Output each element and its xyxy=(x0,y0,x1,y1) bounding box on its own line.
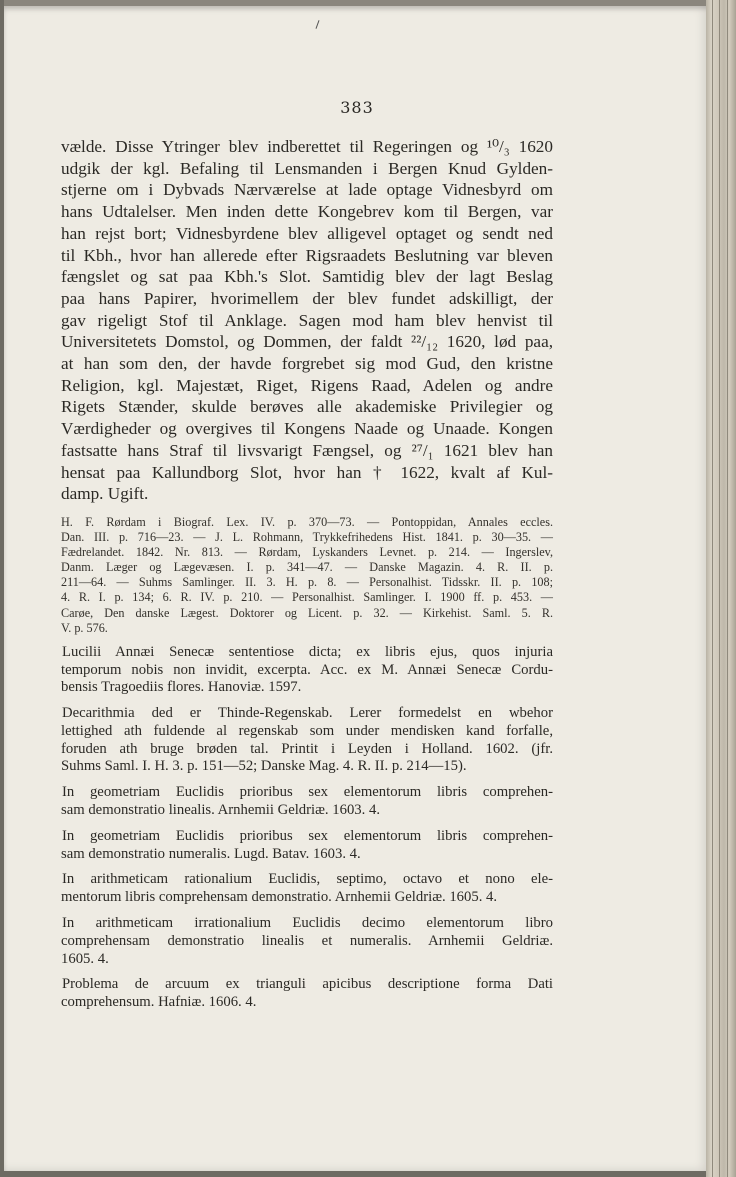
entry-line: In geometriam Euclidis prioribus sex elementorum libris comprehen- xyxy=(62,827,553,844)
text-line: Universitetets Domstol, og Dommen, der faldt ²²/₁₂ 1620, lød paa, xyxy=(61,332,553,352)
bibliography-entry xyxy=(61,915,553,968)
bibliography-entry xyxy=(61,976,553,1012)
entry-line: In geometriam Euclidis prioribus sex elementorum libris comprehen- xyxy=(62,784,553,801)
pencil-mark xyxy=(315,20,319,29)
text-line: V. p. 576. xyxy=(61,620,108,635)
bibliography-entry xyxy=(61,871,553,907)
text-line: 4. R. I. p. 134; 6. R. IV. p. 210. — Personalhist. Samlinger. I. 1900 ff. p. 453. — xyxy=(61,590,553,605)
bibliography-entry xyxy=(61,784,553,820)
page-body xyxy=(61,136,553,1012)
entry-line: foruden ath bruge brøden tal. Printit i Leyden i Holland. 1602. (jfr. xyxy=(61,740,553,757)
text-line: han rejst bort; Vidnesbyrdene blev alligevel optaget og sendt ned xyxy=(61,223,553,243)
entry-line: Suhms Saml. I. H. 3. p. 151—52; Danske Mag. 4. R. II. p. 214—15). xyxy=(61,758,467,775)
text-line: paa hans Papirer, hvorimellem der blev fundet adskilligt, der xyxy=(61,288,553,308)
entry-line: In arithmeticam rationalium Euclidis, septimo, octavo et nono ele- xyxy=(62,871,553,888)
entry-line: comprehensam demonstratio linealis et numeralis. Arnhemii Geldriæ. xyxy=(61,932,553,949)
text-line: H. F. Rørdam i Biograf. Lex. IV. p. 370—73. — Pontoppidan, Annales eccles. xyxy=(61,514,553,529)
entry-line: In arithmeticam irrationalium Euclidis decimo elementorum libro xyxy=(62,915,553,932)
text-line: vælde. Disse Ytringer blev indberettet til Regeringen og ¹⁰/₃ 1620 xyxy=(61,137,553,156)
entry-line: lettighed ath fuldende al regenskab som under mendisken kand forfalle, xyxy=(61,722,553,739)
text-line: hans Udtalelser. Men inden dette Kongebrev kom til Bergen, var xyxy=(61,202,553,222)
entry-line: Problema de arcuum ex trianguli apicibus descriptione forma Dati xyxy=(62,976,553,993)
text-line: Fædrelandet. 1842. Nr. 813. — Rørdam, Lyskanders Levnet. p. 214. — Ingerslev, xyxy=(61,545,553,560)
entry-line: sam demonstratio linealis. Arnhemii Geldriæ. 1603. 4. xyxy=(61,802,381,819)
entry-line: 1605. 4. xyxy=(61,950,109,967)
bibliography-entry xyxy=(61,644,553,697)
references-block xyxy=(61,515,553,636)
text-line: fastsatte hans Straf til livsvarigt Fængsel, og ²⁷/₁ 1621 blev han xyxy=(61,440,553,460)
entry-line: bensis Tragoediis flores. Hanoviæ. 1597. xyxy=(61,679,302,696)
text-line: at han som den, der havde forgrebet sig mod Gud, den kristne xyxy=(61,354,553,374)
text-line: udgik der kgl. Befaling til Lensmanden i Bergen Knud Gylden- xyxy=(61,158,553,178)
text-line: gav rigeligt Stof til Anklage. Sagen mod ham blev henvist til xyxy=(61,310,553,330)
bibliography-entry xyxy=(61,705,553,776)
text-line: Dan. III. p. 716—23. — J. L. Rohmann, Trykkefrihedens Hist. 1841. p. 30—35. — xyxy=(61,530,553,545)
text-line: til Kbh., hvor han allerede efter Rigsraadets Beslutning var bleven xyxy=(61,245,553,265)
entry-line: Decarithmia ded er Thinde-Regenskab. Lerer formedelst en wbehor xyxy=(62,705,553,722)
text-line: Danm. Læger og Lægevæsen. I. p. 341—47. — Danske Magazin. 4. R. II. p. xyxy=(61,560,553,575)
entry-line: comprehensum. Hafniæ. 1606. 4. xyxy=(61,994,257,1011)
text-line: stjerne om i Dybvads Nærværelse at lade optage Vidnesbyrd om xyxy=(61,180,553,200)
book-page xyxy=(4,6,710,1171)
text-line: Værdigheder og overgives til Kongens Naade og Unaade. Kongen xyxy=(61,419,553,439)
entry-line: sam demonstratio numeralis. Lugd. Batav. 1603. 4. xyxy=(61,845,361,862)
page-stack-edge xyxy=(706,0,736,1177)
page-number: 383 xyxy=(340,98,374,117)
text-line: Carøe, Den danske Lægest. Doktorer og Licent. p. 32. — Kirkehist. Saml. 5. R. xyxy=(61,605,553,620)
bibliography-entry xyxy=(61,828,553,864)
text-line: 211—64. — Suhms Samlinger. II. 3. H. p. 8. — Personalhist. Tidsskr. II. p. 108; xyxy=(61,575,553,590)
entry-line: mentorum libris comprehensam demonstratio. Arnhemii Geldriæ. 1605. 4. xyxy=(61,889,498,906)
main-paragraph xyxy=(61,136,553,505)
text-line: damp. Ugift. xyxy=(61,484,149,504)
text-line: hensat paa Kallundborg Slot, hvor han † 1622, kvalt af Kul- xyxy=(61,462,553,482)
entry-line: Lucilii Annæi Senecæ sententiose dicta; ex libris ejus, quos injuria xyxy=(62,643,553,660)
bibliography-entries xyxy=(61,644,553,1012)
entry-line: temporum nobis non invidit, excerpta. Acc. ex M. Annæi Senecæ Cordu- xyxy=(61,661,553,678)
text-line: fængslet og sat paa Kbh.'s Slot. Samtidig blev der lagt Beslag xyxy=(61,267,553,287)
text-line: Rigets Stænder, skulde berøves alle akademiske Privilegier og xyxy=(61,397,553,417)
text-line: Religion, kgl. Majestæt, Riget, Rigens Raad, Adelen og andre xyxy=(61,375,553,395)
